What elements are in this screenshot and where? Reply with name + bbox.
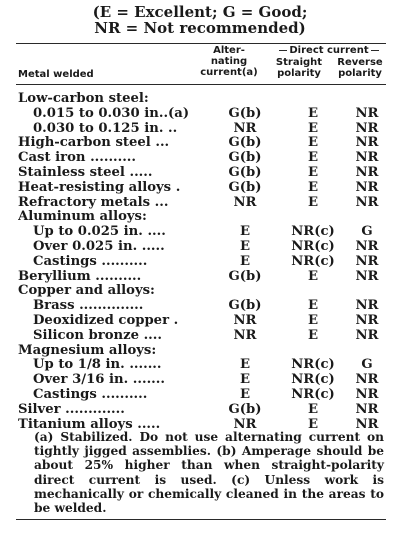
cell-metal: Low-carbon steel: (18, 92, 149, 106)
table-row (18, 136, 390, 151)
cell-straight-polarity: E (307, 401, 319, 417)
cell-metal: Over 3/16 in. ....... (33, 373, 165, 388)
cell-straight-polarity: NR(c) (291, 386, 335, 402)
cell-metal: Heat-resisting alloys . (18, 180, 181, 195)
table-row (18, 403, 390, 418)
cell-ac: NR (233, 312, 257, 328)
cell-reverse-polarity: NR (355, 253, 379, 269)
cell-straight-polarity: NR(c) (291, 224, 335, 240)
cell-metal: Brass .............. (33, 299, 144, 314)
column-header-rp-line1: Reverse (337, 57, 383, 68)
cell-ac: G(b) (228, 298, 262, 314)
table-row (18, 240, 390, 255)
table-row (18, 373, 390, 388)
cell-straight-polarity: NR(c) (291, 357, 335, 373)
cell-reverse-polarity: NR (355, 268, 379, 284)
column-header-ac-line3: current(a) (200, 67, 258, 78)
cell-ac: NR (233, 120, 257, 136)
table-row (18, 329, 390, 344)
legend (0, 4, 400, 36)
legend-line-1: (E = Excellent; G = Good; (92, 3, 308, 21)
cell-straight-polarity: E (307, 327, 319, 343)
column-header-straight-polarity (268, 57, 330, 79)
cell-metal: Stainless steel ..... (18, 165, 153, 180)
cell-reverse-polarity: G (361, 224, 373, 240)
header-top-rule (16, 43, 386, 44)
table-section-heading (18, 284, 390, 299)
cell-reverse-polarity: NR (355, 401, 379, 417)
table-section-heading (18, 92, 390, 107)
cell-metal: Refractory metals ... (18, 195, 169, 210)
cell-straight-polarity: E (307, 268, 319, 284)
cell-metal: 0.030 to 0.125 in. .. (33, 121, 178, 136)
cell-reverse-polarity: NR (355, 298, 379, 314)
cell-reverse-polarity: NR (355, 194, 379, 210)
table-row (18, 270, 390, 285)
cell-ac: E (239, 253, 251, 269)
cell-reverse-polarity: NR (355, 416, 379, 432)
table-row (18, 255, 390, 270)
cell-metal: Beryllium .......... (18, 269, 142, 284)
cell-metal: Cast iron .......... (18, 151, 136, 166)
column-header-rp-line2: polarity (338, 68, 382, 79)
cell-reverse-polarity: NR (355, 179, 379, 195)
table-row (18, 358, 390, 373)
table-row (18, 122, 390, 137)
table-row (18, 107, 390, 122)
cell-straight-polarity: E (307, 416, 319, 432)
cell-reverse-polarity: G (361, 357, 373, 373)
cell-metal: 0.015 to 0.030 in..(a) (33, 106, 190, 121)
cell-reverse-polarity: NR (355, 386, 379, 402)
cell-straight-polarity: E (307, 135, 319, 151)
table-row (18, 299, 390, 314)
cell-metal: Castings .......... (33, 387, 148, 402)
table-row (18, 196, 390, 211)
table-row (18, 225, 390, 240)
cell-straight-polarity: E (307, 105, 319, 121)
table-row (18, 166, 390, 181)
table-row (18, 151, 390, 166)
cell-straight-polarity: E (307, 194, 319, 210)
footnotes: (a) Stabilized. Do not use alternating current on tightly jigged assemblies. (b) Amperage should be about 25% higher than when straight-polarity direct current is used. (c) Unless work is mechanically or chemically cleaned in the areas to be welded. (34, 430, 384, 516)
cell-ac: E (239, 386, 251, 402)
legend-line-2: NR = Not recommended) (94, 19, 306, 37)
cell-straight-polarity: NR(c) (291, 372, 335, 388)
cell-reverse-polarity: NR (355, 238, 379, 254)
column-header-reverse-polarity (330, 57, 390, 79)
table-row (18, 314, 390, 329)
cell-metal: Magnesium alloys: (18, 343, 157, 358)
column-header-sp-line1: Straight (275, 57, 323, 68)
cell-metal: Up to 0.025 in. .... (33, 225, 166, 240)
cell-reverse-polarity: NR (355, 372, 379, 388)
cell-reverse-polarity: NR (355, 312, 379, 328)
cell-metal: Copper and alloys: (18, 284, 155, 299)
cell-metal: High-carbon steel ... (18, 136, 170, 151)
cell-ac: NR (233, 327, 257, 343)
cell-reverse-polarity: NR (355, 327, 379, 343)
column-header-metal-label: Metal welded (18, 69, 94, 80)
cell-ac: G(b) (228, 268, 262, 284)
cell-reverse-polarity: NR (355, 120, 379, 136)
header-bottom-rule (16, 84, 386, 85)
cell-ac: E (239, 238, 251, 254)
column-header-ac-line1: Alter- (213, 45, 245, 56)
cell-metal: Up to 1/8 in. ....... (33, 358, 162, 373)
column-group-direct-current (268, 45, 390, 56)
cell-ac: NR (233, 194, 257, 210)
table-row (18, 388, 390, 403)
cell-straight-polarity: E (307, 120, 319, 136)
cell-metal: Silicon bronze .... (33, 328, 162, 343)
cell-straight-polarity: E (307, 150, 319, 166)
cell-ac: G(b) (228, 401, 262, 417)
group-rule-left (279, 50, 287, 51)
cell-straight-polarity: E (307, 312, 319, 328)
cell-ac: E (239, 224, 251, 240)
column-header-ac-line2: nating (210, 56, 248, 67)
column-group-label: Direct current (289, 45, 369, 56)
cell-straight-polarity: NR(c) (291, 238, 335, 254)
cell-ac: NR (233, 416, 257, 432)
column-header-metal (18, 69, 94, 80)
cell-ac: G(b) (228, 150, 262, 166)
column-header-sp-line2: polarity (277, 68, 321, 79)
cell-metal: Over 0.025 in. ..... (33, 239, 165, 254)
cell-ac: E (239, 357, 251, 373)
cell-straight-polarity: NR(c) (291, 253, 335, 269)
table-row (18, 181, 390, 196)
footer-rule (16, 519, 386, 520)
cell-reverse-polarity: NR (355, 105, 379, 121)
cell-straight-polarity: E (307, 164, 319, 180)
column-header-ac (193, 45, 265, 78)
cell-ac: E (239, 372, 251, 388)
cell-ac: G(b) (228, 164, 262, 180)
cell-metal: Titanium alloys ..... (18, 417, 161, 432)
cell-metal: Silver ............. (18, 402, 125, 417)
cell-straight-polarity: E (307, 179, 319, 195)
cell-reverse-polarity: NR (355, 150, 379, 166)
cell-ac: G(b) (228, 179, 262, 195)
cell-ac: G(b) (228, 135, 262, 151)
cell-metal: Deoxidized copper . (33, 313, 179, 328)
cell-straight-polarity: E (307, 298, 319, 314)
table-section-heading (18, 210, 390, 225)
group-rule-right (371, 50, 379, 51)
cell-reverse-polarity: NR (355, 164, 379, 180)
cell-metal: Castings .......... (33, 254, 148, 269)
cell-ac: G(b) (228, 105, 262, 121)
table-section-heading (18, 344, 390, 359)
cell-metal: Aluminum alloys: (18, 210, 147, 225)
cell-reverse-polarity: NR (355, 135, 379, 151)
table-body (18, 92, 390, 432)
